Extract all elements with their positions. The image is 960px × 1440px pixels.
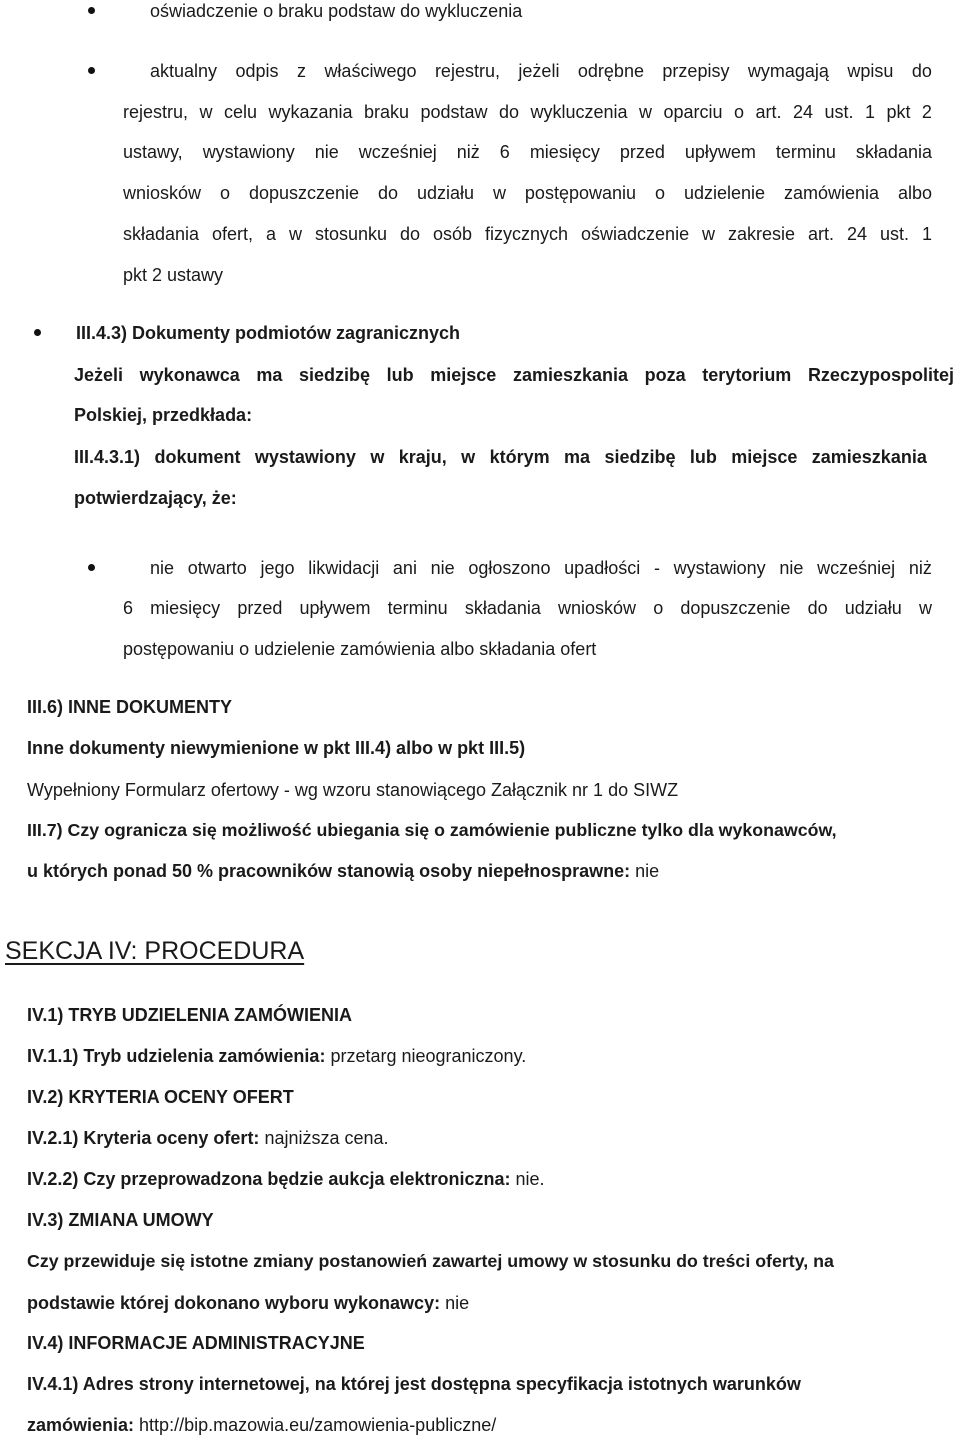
other-docs-subheading: Inne dokumenty niewymienione w pkt III.4) albo w pkt III.5)	[27, 738, 526, 758]
word: fizycznych	[485, 224, 569, 244]
foreign-docs-sub-line1	[74, 446, 927, 468]
word: ma	[256, 365, 283, 385]
bullet-icon	[88, 564, 95, 571]
word: podstaw	[420, 102, 488, 122]
word: wniosków	[558, 598, 637, 618]
word: dopuszczenie	[248, 183, 360, 203]
bullet-item-register-line5	[123, 223, 932, 245]
word: dokument	[154, 447, 241, 467]
criteria-heading: IV.2) KRYTERIA OCENY OFERT	[27, 1087, 294, 1107]
word: 6	[123, 598, 134, 618]
word: udziału	[416, 183, 475, 203]
bullet-icon	[34, 329, 41, 336]
word: ustawy,	[123, 142, 183, 162]
word: wniosków	[123, 183, 202, 203]
word: ogłoszono	[468, 558, 551, 578]
word: oświadczenie	[581, 224, 690, 244]
contract-change-heading: IV.3) ZMIANA UMOWY	[27, 1210, 214, 1230]
word: wymagają	[747, 61, 829, 81]
word: celu	[223, 102, 257, 122]
word: z	[296, 61, 306, 81]
word: o	[219, 183, 230, 203]
word: odpis	[235, 61, 279, 81]
word: wykonawca	[139, 365, 240, 385]
website-address-link[interactable]: http://bip.mazowia.eu/zamowienia-publiczne/	[139, 1415, 497, 1435]
other-docs-heading: III.6) INNE DOKUMENTY	[27, 697, 233, 717]
word: nie	[779, 558, 804, 578]
bullet-icon	[88, 67, 95, 74]
auction-value: nie.	[515, 1169, 545, 1189]
word: osób	[433, 224, 473, 244]
word: aktualny	[150, 61, 218, 81]
foreign-docs-intro-line2: Polskiej, przedkłada:	[74, 405, 253, 425]
word: przepisy	[662, 61, 730, 81]
word: lub	[386, 365, 414, 385]
bullet-item-register-line1	[150, 60, 932, 82]
word: otwarto	[187, 558, 247, 578]
word: zamieszkania	[811, 447, 927, 467]
admin-info-heading: IV.4) INFORMACJE ADMINISTRACYJNE	[27, 1333, 365, 1353]
limit-question-answer: nie	[635, 861, 660, 881]
word: 2	[921, 102, 932, 122]
foreign-bullet-line2	[123, 597, 932, 619]
word: art.	[755, 102, 782, 122]
word: ust.	[824, 102, 854, 122]
foreign-docs-heading: III.4.3) Dokumenty podmiotów zagranicznych	[76, 323, 461, 343]
word: art.	[808, 224, 835, 244]
word: miesięcy	[150, 598, 221, 618]
word: III.4.3.1)	[74, 447, 141, 467]
limit-question-line1: III.7) Czy ogranicza się możliwość ubiegania się o zamówienie publiczne tylko dla wykonawców,	[27, 820, 837, 840]
criteria-row	[27, 1127, 389, 1149]
foreign-docs-sub-line2: potwierdzający, że:	[74, 488, 237, 508]
word: wykazania	[268, 102, 353, 122]
word: lub	[689, 447, 717, 467]
word: siedzibę	[298, 365, 371, 385]
word: w	[289, 224, 303, 244]
word: zamieszkania	[512, 365, 629, 385]
word: a	[266, 224, 277, 244]
foreign-docs-intro-line1	[74, 364, 954, 386]
word: do	[807, 598, 828, 618]
word: wpisu	[847, 61, 894, 81]
bullet-item-register-line4	[123, 182, 932, 204]
word: nie	[314, 142, 339, 162]
procedure-type-heading: IV.1) TRYB UDZIELENIA ZAMÓWIENIA	[27, 1005, 353, 1025]
limit-question-label: u których ponad 50 % pracowników stanowią osoby niepełnosprawne:	[27, 861, 631, 881]
word: niż	[908, 558, 932, 578]
word: do	[911, 61, 932, 81]
word: właściwego	[324, 61, 417, 81]
word: 6	[499, 142, 510, 162]
word: w	[639, 102, 653, 122]
word: Rzeczypospolitej	[807, 365, 954, 385]
word: którym	[489, 447, 550, 467]
word: nie	[430, 558, 455, 578]
word: -	[653, 558, 660, 578]
word: w	[461, 447, 476, 467]
word: stosunku	[314, 224, 388, 244]
word: terminu	[775, 142, 836, 162]
word: jeżeli	[518, 61, 560, 81]
bullet-item-register-line2	[123, 101, 932, 123]
word: w	[918, 598, 932, 618]
word: zakresie	[728, 224, 796, 244]
word: miejsce	[430, 365, 497, 385]
word: przed	[237, 598, 283, 618]
word: oparciu	[663, 102, 723, 122]
foreign-bullet-line1	[150, 557, 932, 579]
word: niż	[456, 142, 480, 162]
criteria-value: najniższa cena.	[264, 1128, 389, 1148]
word: ust.	[880, 224, 910, 244]
word: upływem	[684, 142, 756, 162]
word: braku	[363, 102, 410, 122]
contract-change-line2	[27, 1292, 469, 1314]
word: w	[492, 183, 506, 203]
word: składania	[464, 598, 541, 618]
word: ani	[392, 558, 417, 578]
bullet-item-statement: oświadczenie o braku podstaw do wykluczenia	[150, 1, 523, 21]
word: o	[654, 183, 665, 203]
auction-row	[27, 1168, 545, 1190]
word: miesięcy	[529, 142, 600, 162]
word: w	[702, 224, 716, 244]
contract-change-value: nie	[445, 1293, 470, 1313]
word: w	[199, 102, 213, 122]
bullet-icon	[88, 7, 95, 14]
word: udziału	[844, 598, 902, 618]
word: postępowaniu	[524, 183, 637, 203]
word: do	[499, 102, 520, 122]
other-docs-text: Wypełniony Formularz ofertowy - wg wzoru stanowiącego Załącznik nr 1 do SIWZ	[27, 780, 679, 800]
bullet-item-register-line3	[123, 141, 932, 163]
word: ofert,	[212, 224, 254, 244]
word: albo	[897, 183, 932, 203]
word: jego	[260, 558, 295, 578]
word: wystawiony	[673, 558, 766, 578]
word: pkt	[886, 102, 911, 122]
word: składania	[123, 224, 200, 244]
word: o	[734, 102, 745, 122]
word: 1	[864, 102, 875, 122]
section-title: SEKCJA IV: PROCEDURA	[5, 937, 305, 965]
contract-change-label: podstawie której dokonano wyboru wykonawcy:	[27, 1293, 441, 1313]
word: do	[377, 183, 399, 203]
word: poza	[644, 365, 686, 385]
procedure-type-row	[27, 1045, 526, 1067]
foreign-bullet-line3: postępowaniu o udzielenie zamówienia albo składania ofert	[123, 639, 597, 659]
contract-change-line1: Czy przewiduje się istotne zmiany postanowień zawartej umowy w stosunku do treści oferty, na	[27, 1251, 834, 1271]
word: udzielenie	[683, 183, 765, 203]
word: do	[400, 224, 421, 244]
word: o	[653, 598, 664, 618]
word: siedzibę	[604, 447, 676, 467]
bullet-item-register-line6: pkt 2 ustawy	[123, 265, 224, 285]
auction-label: IV.2.2) Czy przeprowadzona będzie aukcja elektroniczna:	[27, 1169, 511, 1189]
procedure-type-label: IV.1.1) Tryb udzielenia zamówienia:	[27, 1046, 326, 1066]
limit-question-line2	[27, 860, 659, 882]
procedure-type-value: przetarg nieograniczony.	[330, 1046, 527, 1066]
word: wcześniej	[817, 558, 896, 578]
word: nie	[150, 558, 175, 578]
word: 1	[921, 224, 932, 244]
word: kraju,	[398, 447, 447, 467]
word: w	[370, 447, 385, 467]
word: odrębne	[577, 61, 644, 81]
word: przed	[619, 142, 665, 162]
website-address-label: zamówienia:	[27, 1415, 135, 1435]
word: wystawiony	[254, 447, 356, 467]
word: 24	[847, 224, 868, 244]
word: składania	[855, 142, 932, 162]
word: terytorium	[702, 365, 792, 385]
word: miejsce	[731, 447, 798, 467]
word: dopuszczenie	[680, 598, 791, 618]
website-address-line1: IV.4.1) Adres strony internetowej, na której jest dostępna specyfikacja istotnych warunków	[27, 1374, 801, 1394]
word: upływem	[299, 598, 371, 618]
word: terminu	[387, 598, 448, 618]
website-address-line2	[27, 1414, 496, 1436]
word: rejestru,	[123, 102, 189, 122]
word: Jeżeli	[74, 365, 124, 385]
word: wykluczenia	[530, 102, 628, 122]
criteria-label: IV.2.1) Kryteria oceny ofert:	[27, 1128, 260, 1148]
word: zamówienia	[783, 183, 879, 203]
word: likwidacji	[308, 558, 380, 578]
word: wystawiony	[202, 142, 295, 162]
word: rejestru,	[434, 61, 500, 81]
word: wcześniej	[358, 142, 437, 162]
word: 24	[792, 102, 813, 122]
word: upadłości	[564, 558, 641, 578]
word: ma	[564, 447, 591, 467]
